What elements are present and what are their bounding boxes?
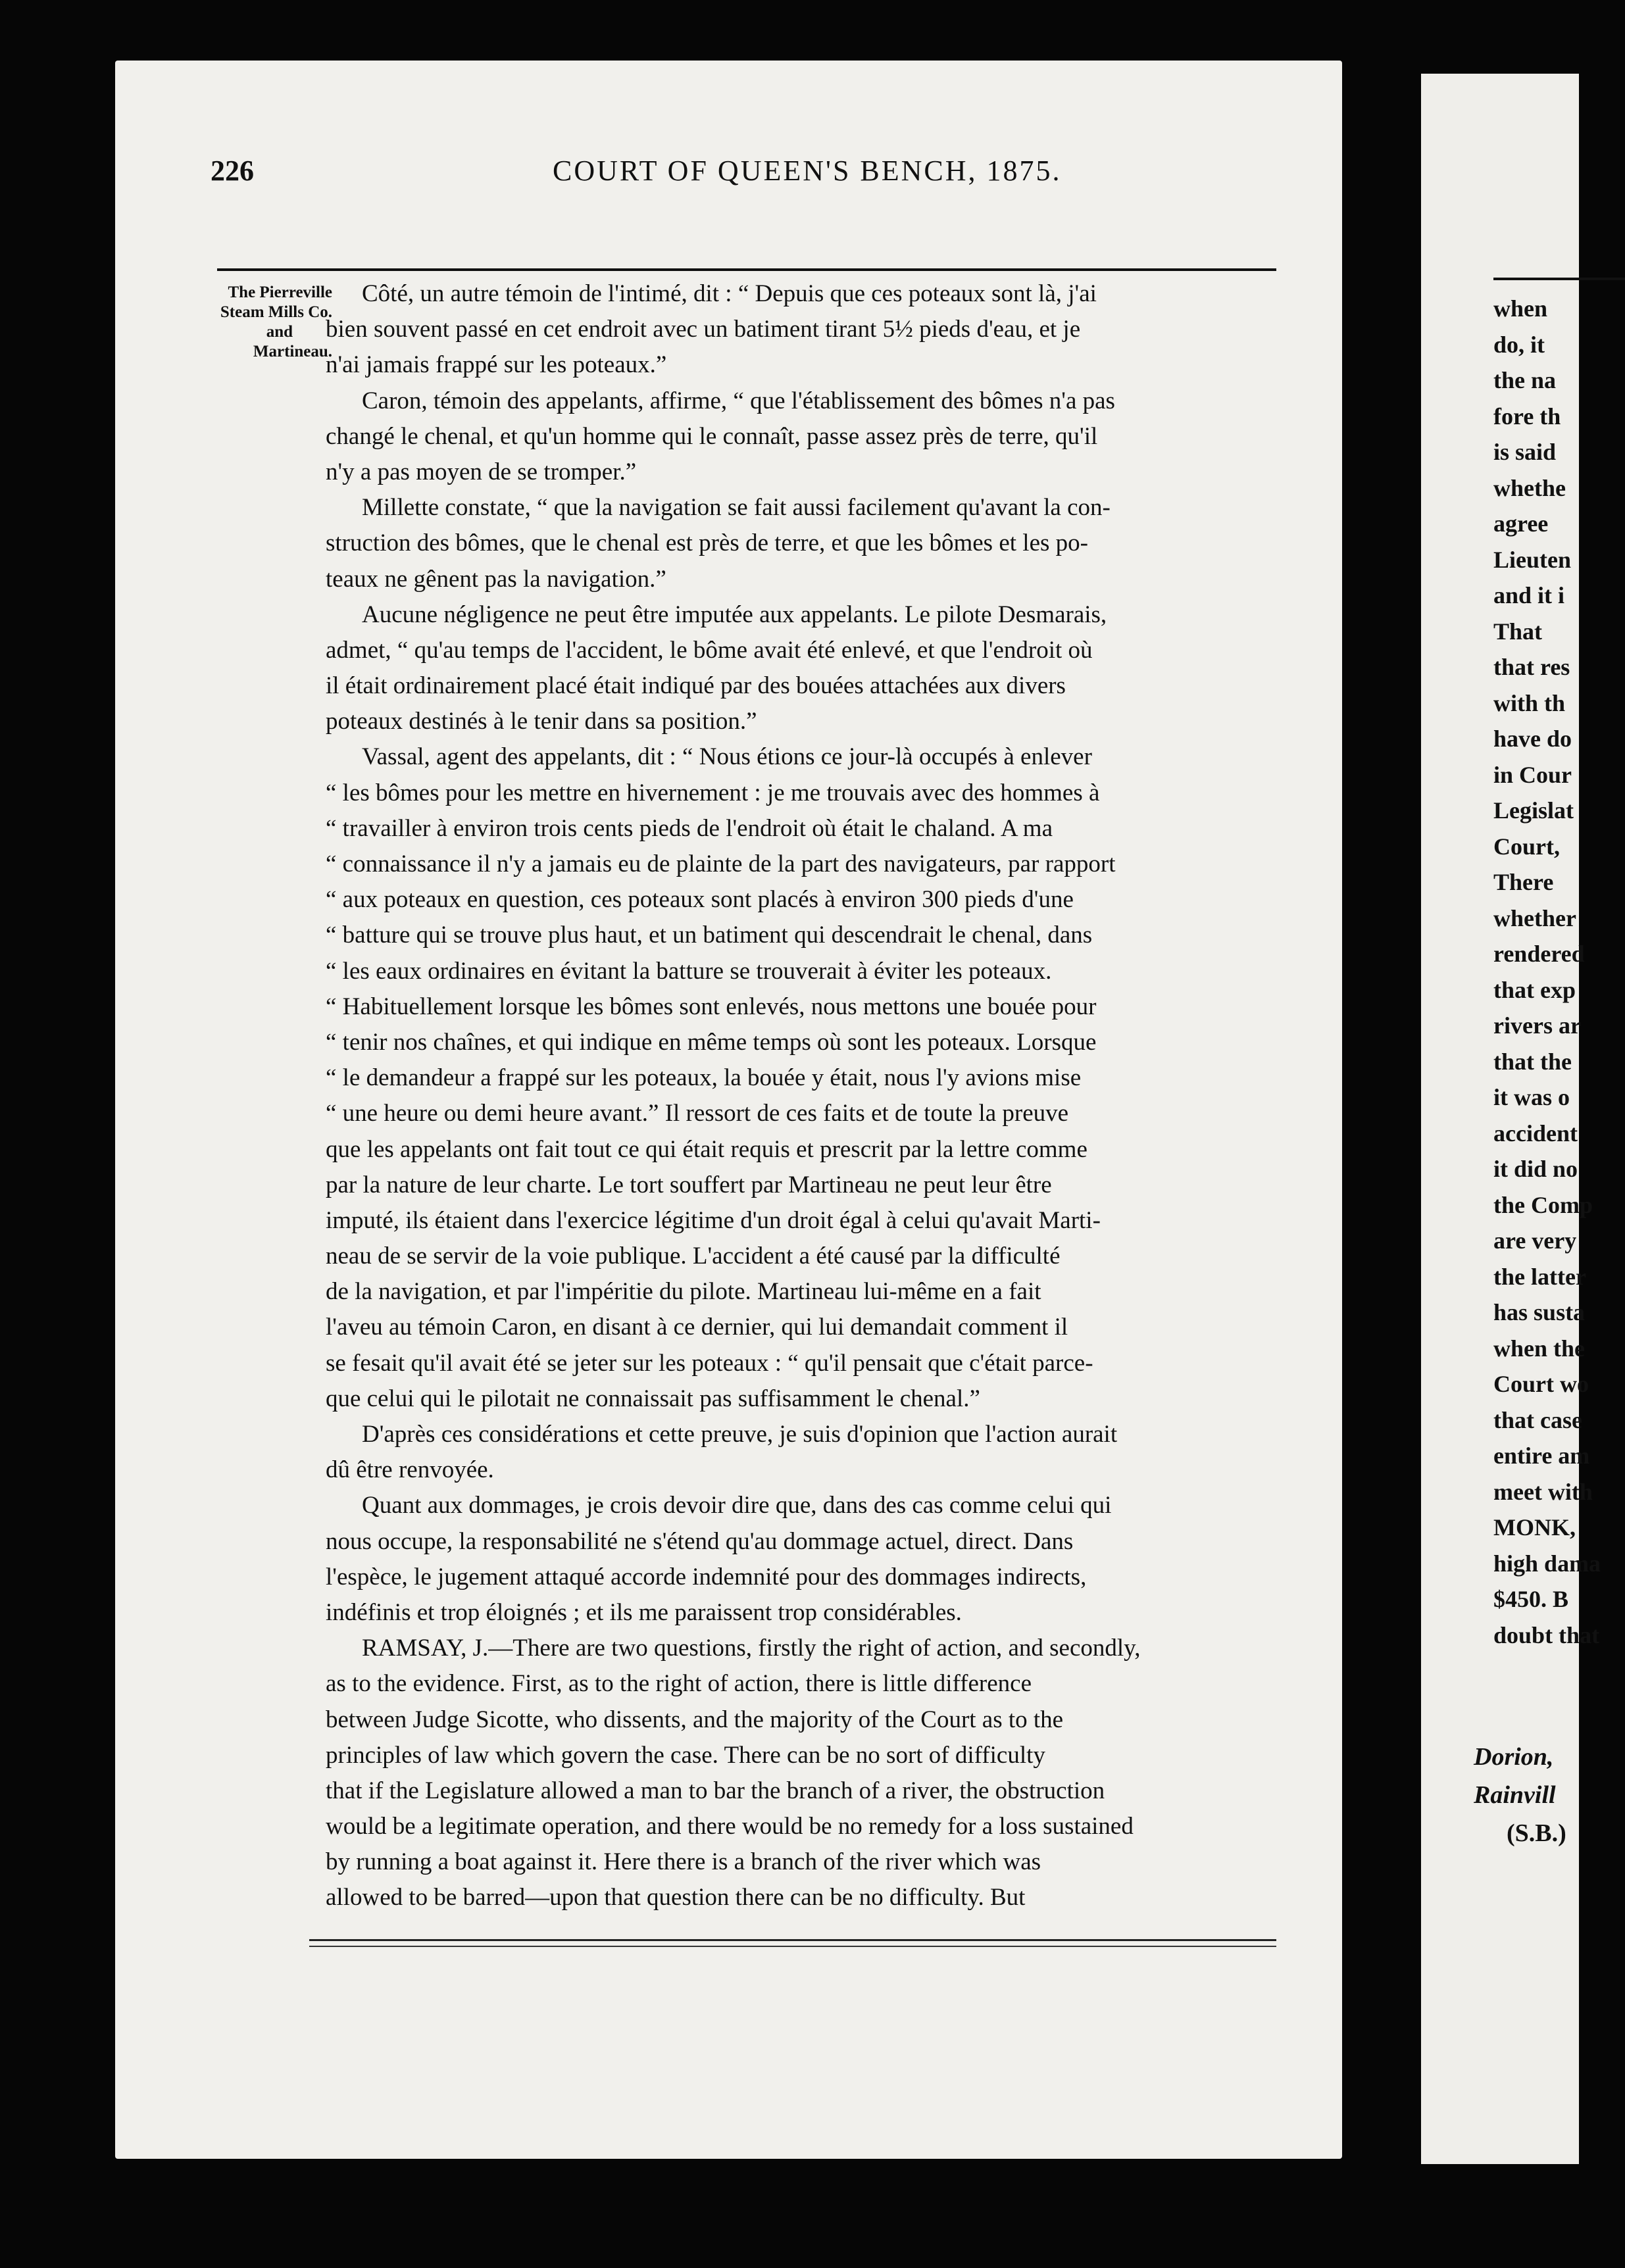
text-line: “ tenir nos chaînes, et qui indique en même temps où sont les poteaux. Lorsque [326, 1028, 1097, 1056]
facing-page-line: That [1493, 618, 1543, 645]
facing-page-line: fore th [1493, 403, 1561, 430]
facing-page-line: do, it [1493, 331, 1545, 358]
facing-page-line: MONK, [1493, 1514, 1576, 1541]
facing-page-footer-line: Rainvill [1474, 1781, 1556, 1809]
text-line: “ le demandeur a frappé sur les poteaux, la bouée y était, nous l'y avions mise [326, 1064, 1082, 1092]
bottom-rule [309, 1939, 1276, 1941]
text-line: se fesait qu'il avait été se jeter sur les poteaux : “ qu'il pensait que c'était parce- [326, 1349, 1093, 1377]
facing-page-footer [1421, 1738, 1566, 1852]
facing-page-line: in Cour [1493, 761, 1572, 788]
text-line: imputé, ils étaient dans l'exercice légitime d'un droit égal à celui qu'avait Marti- [326, 1206, 1101, 1234]
side-note-line: The Pierreville [228, 284, 332, 301]
facing-page-text [1421, 291, 1601, 1653]
facing-page-line: There [1493, 869, 1554, 895]
bottom-rule-double [309, 1946, 1276, 1947]
text-line: admet, “ qu'au temps de l'accident, le bôme avait été enlevé, et que l'endroit où [326, 636, 1093, 664]
facing-page-line: that exp [1493, 976, 1576, 1003]
text-line: nous occupe, la responsabilité ne s'étend qu'au dommage actuel, direct. Dans [326, 1527, 1074, 1555]
facing-page-line: that the [1493, 1048, 1572, 1075]
facing-page [1421, 74, 1601, 2164]
facing-page-line: Court, [1493, 833, 1560, 860]
facing-page-line: high dama [1493, 1550, 1601, 1577]
text-line: that if the Legislature allowed a man to bar the branch of a river, the obstruction [326, 1777, 1105, 1804]
text-line: “ connaissance il n'y a jamais eu de plainte de la part des navigateurs, par rapport [326, 851, 1116, 877]
side-note-line: Steam Mills Co. [220, 303, 332, 321]
text-line: de la navigation, et par l'impéritie du pilote. Martineau lui-même en a fait [326, 1278, 1041, 1306]
text-line: Vassal, agent des appelants, dit : “ Nous étions ce jour-là occupés à enlever [362, 743, 1092, 771]
facing-page-line: whethe [1493, 474, 1566, 501]
facing-page-line: whether [1493, 904, 1576, 931]
text-line: allowed to be barred—upon that question there can be no difficulty. But [326, 1884, 1026, 1911]
facing-page-line: the Comp [1493, 1191, 1593, 1218]
text-line: as to the evidence. First, as to the right of action, there is little difference [326, 1670, 1032, 1698]
text-line: poteaux destinés à le tenir dans sa position.” [326, 708, 757, 735]
facing-page-line: is said [1493, 439, 1557, 465]
case-side-note [155, 283, 332, 362]
text-line: changé le chenal, et qu'un homme qui le connaît, passe assez près de terre, qu'il [326, 422, 1098, 450]
facing-page-line: it was o [1493, 1084, 1570, 1110]
facing-page-line: that res [1493, 654, 1570, 680]
text-line: n'ai jamais frappé sur les poteaux.” [326, 351, 667, 379]
page-header [211, 146, 1276, 199]
text-line: que les appelants ont fait tout ce qui était requis et prescrit par la lettre comme [326, 1135, 1088, 1163]
facing-page-line: are very [1493, 1227, 1577, 1254]
text-line: Côté, un autre témoin de l'intimé, dit : “ Depuis que ces poteaux sont là, j'ai [362, 280, 1097, 307]
facing-page-line: that case [1493, 1406, 1582, 1433]
facing-page-line: Lieuten [1493, 546, 1572, 573]
facing-page-line: when the [1493, 1335, 1586, 1362]
facing-page-line: rendered [1493, 941, 1585, 967]
text-line: “ travailler à environ trois cents pieds de l'endroit où était le chaland. A ma [326, 814, 1053, 842]
text-line: by running a boat against it. Here there is a branch of the river which was [326, 1848, 1041, 1876]
facing-page-line: the na [1493, 367, 1557, 393]
page-number: 226 [211, 155, 254, 187]
side-note-line: Martineau. [253, 343, 332, 360]
facing-page-line: with th [1493, 689, 1566, 716]
facing-page-line: accident [1493, 1120, 1578, 1146]
text-line: D'après ces considérations et cette preuve, je suis d'opinion que l'action aurait [362, 1421, 1118, 1448]
text-line: dû être renvoyée. [326, 1456, 494, 1484]
facing-page-line: $450. B [1493, 1586, 1569, 1612]
facing-page-header-rule [1493, 278, 1625, 280]
text-line: l'espèce, le jugement attaqué accorde indemnité pour des dommages indirects, [326, 1563, 1087, 1590]
facing-page-footer-line: Dorion, [1474, 1743, 1554, 1771]
text-line: “ batture qui se trouve plus haut, et un batiment qui descendrait le chenal, dans [326, 922, 1093, 949]
facing-page-line: it did no [1493, 1156, 1578, 1182]
text-line: between Judge Sicotte, who dissents, and the majority of the Court as to the [326, 1706, 1064, 1733]
facing-page-line: and it i [1493, 582, 1565, 608]
text-line: n'y a pas moyen de se tromper.” [326, 458, 637, 485]
header-rule [217, 268, 1276, 271]
text-line: RAMSAY, J.—There are two questions, firstly the right of action, and secondly, [362, 1635, 1141, 1662]
text-line: principles of law which govern the case. There can be no sort of difficulty [326, 1741, 1045, 1769]
facing-page-line: agree [1493, 510, 1549, 537]
facing-page-line: the latter [1493, 1263, 1586, 1290]
text-line: “ aux poteaux en question, ces poteaux sont placés à environ 300 pieds d'une [326, 886, 1074, 914]
text-line: indéfinis et trop éloignés ; et ils me paraissent trop considérables. [326, 1598, 962, 1626]
facing-page-line: when [1493, 295, 1548, 322]
text-line: would be a legitimate operation, and there would be no remedy for a loss sustained [326, 1813, 1134, 1840]
facing-page-line: Legislat [1493, 797, 1574, 824]
body-text [326, 276, 1276, 1916]
text-line: “ les bômes pour les mettre en hivernement : je me trouvais avec des hommes à [326, 779, 1100, 806]
facing-page-line: has susta [1493, 1299, 1586, 1325]
side-note-line: and [266, 323, 293, 341]
text-line: que celui qui le pilotait ne connaissait pas suffisamment le chenal.” [326, 1385, 980, 1412]
text-line: “ les eaux ordinaires en évitant la batture se trouverait à éviter les poteaux. [326, 957, 1052, 985]
text-line: “ Habituellement lorsque les bômes sont enlevés, nous mettons une bouée pour [326, 993, 1097, 1020]
text-line: par la nature de leur charte. Le tort souffert par Martineau ne peut leur être [326, 1171, 1052, 1198]
text-line: Quant aux dommages, je crois devoir dire que, dans des cas comme celui qui [362, 1492, 1112, 1519]
text-line: neau de se servir de la voie publique. L'accident a été causé par la difficulté [326, 1243, 1061, 1270]
text-line: “ une heure ou demi heure avant.” Il ressort de ces faits et de toute la preuve [326, 1100, 1069, 1127]
text-line: struction des bômes, que le chenal est près de terre, et que les bômes et les po- [326, 530, 1088, 557]
text-line: l'aveu au témoin Caron, en disant à ce dernier, qui lui demandait comment il [326, 1314, 1068, 1341]
text-line: bien souvent passé en cet endroit avec un batiment tirant 5½ pieds d'eau, et je [326, 316, 1081, 343]
facing-page-line: meet with [1493, 1478, 1593, 1505]
facing-page-line: Court wo [1493, 1371, 1589, 1397]
running-title: COURT OF QUEEN'S BENCH, 1875. [553, 155, 1062, 187]
facing-page-line: have do [1493, 726, 1572, 752]
facing-page-line: doubt that [1493, 1621, 1600, 1648]
text-line: Millette constate, “ que la navigation se fait aussi facilement qu'avant la con- [362, 494, 1111, 522]
facing-page-line: entire am [1493, 1442, 1590, 1469]
text-line: Caron, témoin des appelants, affirme, “ que l'établissement des bômes n'a pas [362, 387, 1115, 414]
text-line: il était ordinairement placé était indiqué par des bouées attachées aux divers [326, 672, 1066, 700]
text-line: Aucune négligence ne peut être imputée aux appelants. Le pilote Desmarais, [362, 601, 1107, 628]
facing-page-footer-line: (S.B.) [1507, 1819, 1566, 1847]
facing-page-line: rivers ar [1493, 1012, 1581, 1039]
text-line: teaux ne gênent pas la navigation.” [326, 565, 666, 593]
